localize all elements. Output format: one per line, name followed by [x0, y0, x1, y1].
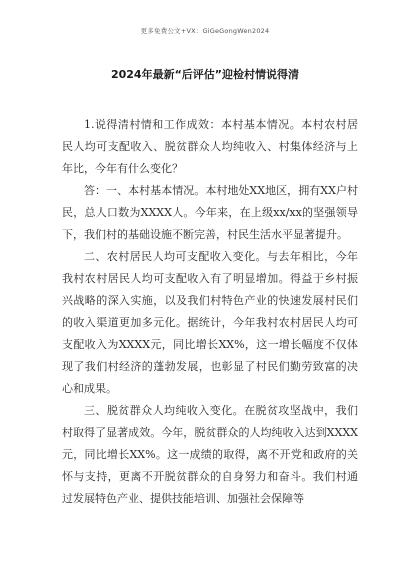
paragraph-poverty-income: 三、脱贫群众人均纯收入变化。在脱贫攻坚战中，我们村取得了显著成效。今年，脱贫群众的人均纯收入达到XXXX元，同比增长XX%。这一成绩的取得，离不开党和政府的关怀与支持，更离不开脱贫群众的自身努力和奋斗。我们村通过发展特色产业、提供技能培训、加强社会保障等 [62, 404, 358, 505]
paragraph-question: 1.说得清村情和工作成效：本村基本情况。本村农村居民人均可支配收入、脱贫群众人均纯收入、村集体经济与上年比，今年有什么变化？ [62, 118, 358, 175]
header-note: 更多免费公文+VX：GiGeGongWen2024 [140, 27, 270, 35]
paragraph-basic-info: 答：一、本村基本情况。本村地处XX地区，拥有XX户村民，总人口数为XXXX人。今年来，在上级xx/xx的坚强领导下，我们村的基础设施不断完善，村民生活水平显著提升。 [62, 184, 358, 241]
document-body [62, 114, 358, 510]
document-title: 2024年最新“后评估”迎检村情说得清 [110, 68, 300, 81]
paragraph-income-change: 二、农村居民人均可支配收入变化。与去年相比，今年我村农村居民人均可支配收入有了明显增加。得益于乡村振兴战略的深入实施，以及我们村特色产业的快速发展村民们的收入渠道更加多元化。据统计，今年我村农村居民人均可支配收入为XXXX元，同比增长XX%，这一增长幅度不仅体现了我们村经济的蓬勃发展，也彰显了村民们勤劳致富的决心和成果。 [62, 250, 358, 395]
